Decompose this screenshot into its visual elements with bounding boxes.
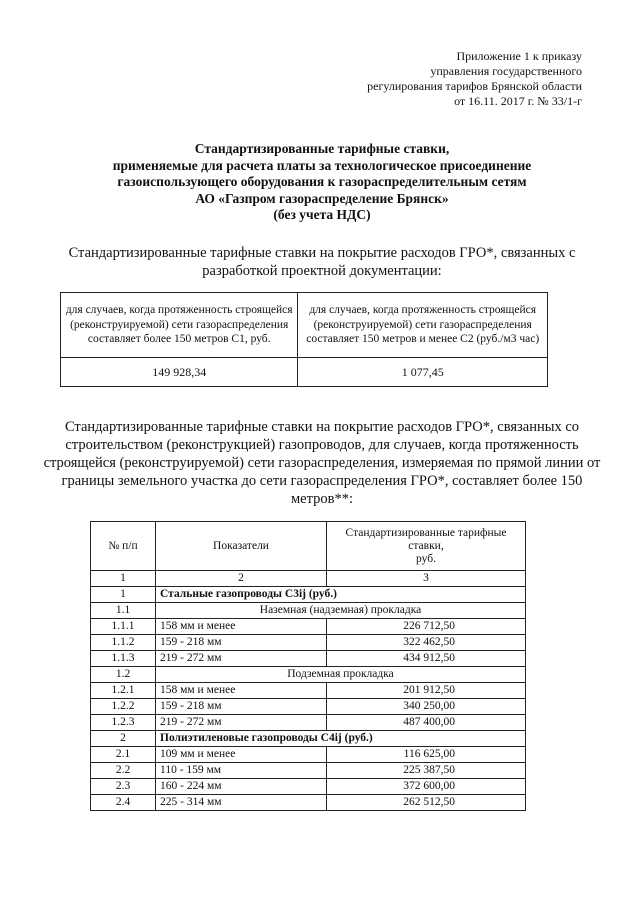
table-row [91,747,526,763]
appendix-line: Приложение 1 к приказу [456,49,582,63]
table-row [91,763,526,779]
table-row [91,619,526,635]
num-header: № п/п [91,522,156,571]
table-row [91,795,526,811]
table-row [91,683,526,699]
row-value: 322 462,50 [327,635,526,651]
row-num: 1.1.2 [91,635,156,651]
title-line: (без учета НДС) [273,207,371,222]
row-num: 2.2 [91,763,156,779]
row-num: 1.2.2 [91,699,156,715]
row-indicator: 159 - 218 мм [156,635,327,651]
subgroup-num: 1.2 [91,667,156,683]
row-num: 1.1.1 [91,619,156,635]
group-row [91,731,526,747]
table-header-row [91,522,526,571]
row-num: 1.2.3 [91,715,156,731]
row-indicator: 225 - 314 мм [156,795,327,811]
section2-heading: Стандартизированные тарифные ставки на покрытие расходов ГРО*, связанных со строительством (реконструкцией) газопроводов, для случаев, когда протяженность строящейся (реконструируемой) сети газораспределения, измеряемая по прямой линии от границы земельного участка до сети газораспределения ГРО*, составляет более 150 метров**: [43,419,601,507]
c2-header: для случаев, когда протяженность строящейся (реконструируемой) сети газораспределения составляет 150 метров и менее С2 (руб./м3 час) [298,293,548,358]
appendix-line: от 16.11. 2017 г. № 33/1-г [454,94,582,108]
row-indicator: 158 мм и менее [156,619,327,635]
row-value: 487 400,00 [327,715,526,731]
row-num: 2.1 [91,747,156,763]
title-line: газоиспользующего оборудования к газораспределительным сетям [117,174,527,189]
title-line: АО «Газпром газораспределение Брянск» [195,190,449,206]
row-value: 116 625,00 [327,747,526,763]
col-number: 3 [327,571,526,587]
row-indicator: 159 - 218 мм [156,699,327,715]
row-indicator: 160 - 224 мм [156,779,327,795]
table-row [91,651,526,667]
appendix-line: управления государственного [430,64,582,78]
row-indicator: 110 - 159 мм [156,763,327,779]
row-value: 226 712,50 [327,619,526,635]
title-line: Стандартизированные тарифные ставки, [194,141,450,156]
subgroup-label: Подземная прокладка [156,667,526,683]
c1-value: 149 928,34 [61,358,298,387]
table-row [91,715,526,731]
group-num: 1 [91,587,156,603]
row-num: 1.1.3 [91,651,156,667]
group-num: 2 [91,731,156,747]
document-title [50,141,594,224]
appendix-block [360,49,582,109]
row-indicator: 219 - 272 мм [156,651,327,667]
section1-heading: Стандартизированные тарифные ставки на покрытие расходов ГРО*, связанных с разработкой проектной документации: [68,245,576,279]
design-rates-table [60,292,548,387]
group-label: Полиэтиленовые газопроводы С4ij (руб.) [156,731,526,747]
subgroup-num: 1.1 [91,603,156,619]
row-num: 2.4 [91,795,156,811]
col-number: 2 [156,571,327,587]
subgroup-label: Наземная (надземная) прокладка [156,603,526,619]
table-row [91,779,526,795]
column-number-row [91,571,526,587]
row-value: 225 387,50 [327,763,526,779]
c1-header: для случаев, когда протяженность строящейся (реконструируемой) сети газораспределения составляет более 150 метров С1, руб. [61,293,298,358]
appendix-line: регулирования тарифов Брянской области [367,79,582,93]
title-line: применяемые для расчета платы за технологическое присоединение [112,157,532,173]
row-indicator: 158 мм и менее [156,683,327,699]
table-row [61,358,548,387]
row-num: 2.3 [91,779,156,795]
table-row [61,293,548,358]
indicator-header: Показатели [156,522,327,571]
row-indicator: 109 мм и менее [156,747,327,763]
construction-rates-table [90,521,526,811]
row-num: 1.2.1 [91,683,156,699]
row-value: 201 912,50 [327,683,526,699]
row-value: 372 600,00 [327,779,526,795]
row-indicator: 219 - 272 мм [156,715,327,731]
group-row [91,587,526,603]
row-value: 434 912,50 [327,651,526,667]
group-label: Стальные газопроводы С3ij (руб.) [156,587,526,603]
table-row [91,699,526,715]
rate-header: Стандартизированные тарифные ставки, руб. [327,522,526,571]
subgroup-row [91,603,526,619]
row-value: 262 512,50 [327,795,526,811]
subgroup-row [91,667,526,683]
table-row [91,635,526,651]
c2-value: 1 077,45 [298,358,548,387]
col-number: 1 [91,571,156,587]
row-value: 340 250,00 [327,699,526,715]
